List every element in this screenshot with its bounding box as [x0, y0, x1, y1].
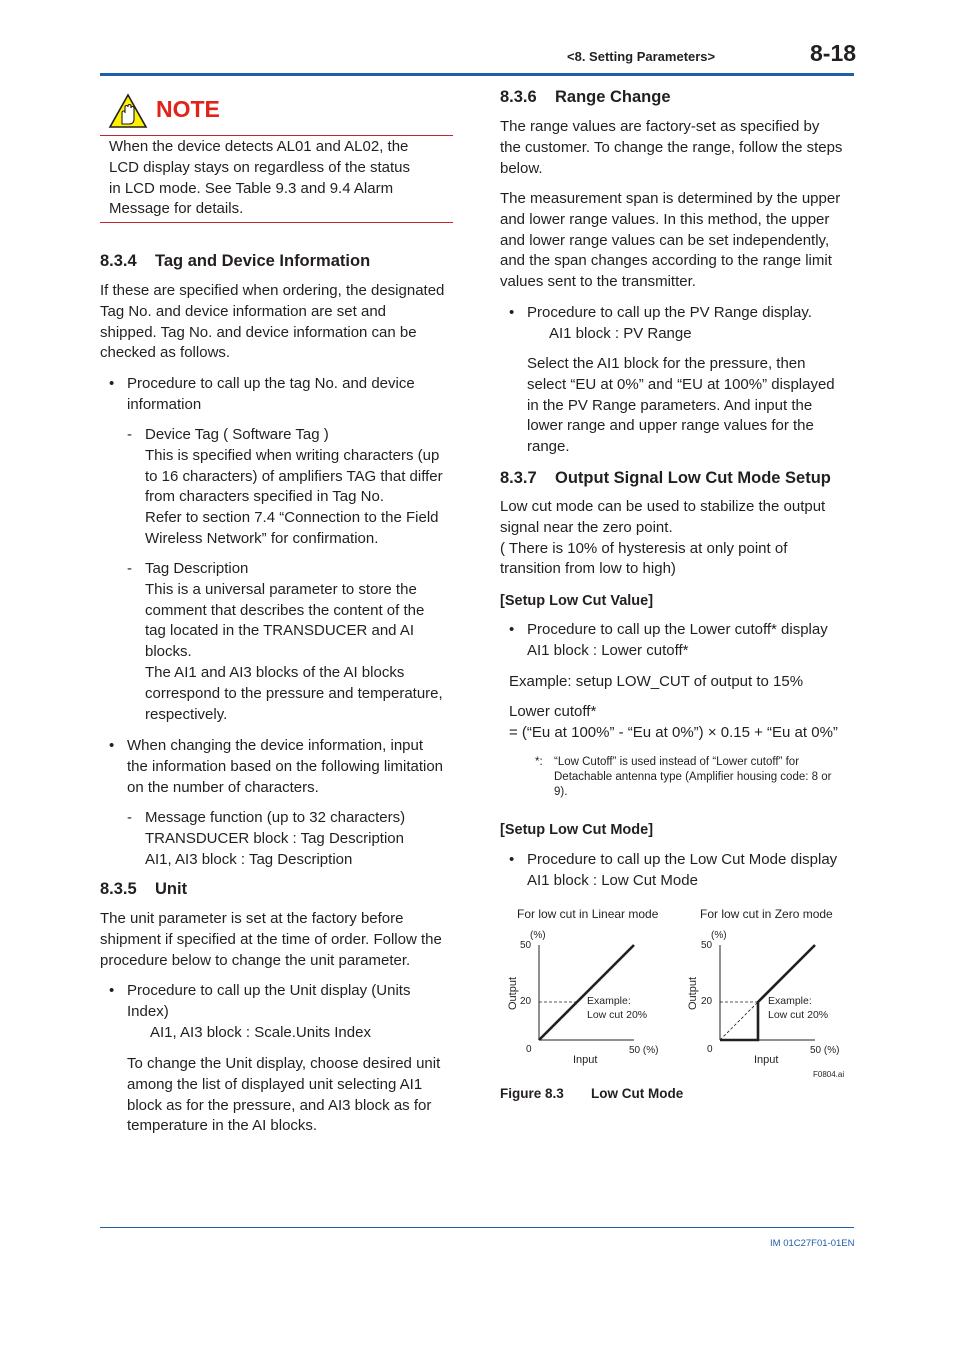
heading-8-3-7: 8.3.7 Output Signal Low Cut Mode Setup [500, 469, 831, 487]
note-text: When the device detects AL01 and AL02, the LCD display stays on regardless of the status in LCD mode. See Table 9.3 and 9.4 Alarm Message for details. [109, 138, 410, 218]
s837-sub-low-cut-value: [Setup Low Cut Value] [500, 593, 654, 609]
fig-right-y50: 50 [701, 940, 713, 951]
s836-p1: The range values are factory-set as specified by the customer. To change the range, follow the steps below. [500, 118, 843, 177]
fig-left-x50: 50 (%) [629, 1045, 659, 1056]
caution-hand-icon [108, 93, 148, 129]
fig-right-lowcut: Low cut 20% [768, 1009, 829, 1021]
s834-dash-device-tag: - Device Tag ( Software Tag ) This is specified when writing characters (up to 16 characters) of amplifiers TAG that differ from characters specified in Tag No. Refer to section 7.4 “Connection to the Field Wireless Network” for confirmation. [127, 426, 443, 547]
header-section: <8. Setting Parameters> [567, 49, 716, 64]
s837-footnote: “Low Cutoff” is used instead of “Lower cutoff” for Detachable antenna type (Amplifier housing code: 8 or 9). [554, 756, 832, 798]
s834-bullet-2: • When changing the device information, input the information based on the following limitation on the number of characters. [109, 737, 444, 796]
s834-dash-tag-description: - Tag Description This is a universal parameter to store the comment that describes the content of the tag located in the TRANSDUCER and AI blocks. The AI1 and AI3 blocks of the AI blocks correspond to the pressure and temperature, respectively. [127, 560, 443, 723]
low-cut-mode-figure [500, 900, 854, 1085]
heading-8-3-4: 8.3.4 Tag and Device Information [100, 252, 371, 270]
fig-left-xlabel: Input [573, 1054, 598, 1066]
s837-bullet-2: • Procedure to call up the Low Cut Mode display AI1 block : Low Cut Mode [509, 851, 838, 889]
s837-p1: Low cut mode can be used to stabilize the output signal near the zero point. ( There is 10% of hysteresis at only point of transition from low to high) [500, 498, 826, 578]
fig-right-title: For low cut in Zero mode [700, 907, 833, 921]
s834-intro: If these are specified when ordering, the designated Tag No. and device information are set and shipped. Tag No. and device information can be checked as follows. [100, 282, 445, 362]
fig-right-example: Example: [768, 995, 812, 1007]
s837-example: Example: setup LOW_CUT of output to 15% [509, 673, 804, 690]
s835-intro: The unit parameter is set at the factory before shipment if specified at the time of order. Follow the procedure below to change the unit parameter. [100, 910, 442, 969]
s836-text: Select the AI1 block for the pressure, then select “EU at 0%” and “EU at 100%” displayed in the PV Range parameters. And input the lower range and upper range values for the range. [527, 355, 835, 456]
s837-sub-low-cut-mode: [Setup Low Cut Mode] [500, 822, 654, 838]
fig-left-x0: 0 [526, 1044, 532, 1055]
fig-left-y20: 20 [520, 996, 532, 1007]
s835-text: To change the Unit display, choose desired unit among the list of displayed unit selecting AI1 block as for the pressure, and AI3 block as for temperature in the AI blocks. [127, 1055, 441, 1135]
fig-right-x50: 50 (%) [810, 1045, 840, 1056]
s837-bullet-1: • Procedure to call up the Lower cutoff* display AI1 block : Lower cutoff* [509, 621, 828, 659]
footer-doc-id: IM 01C27F01-01EN [770, 1238, 855, 1249]
fig-right-xlabel: Input [754, 1054, 779, 1066]
s834-bullet-1: • Procedure to call up the tag No. and device information [109, 375, 415, 413]
fig-left-unit: (%) [530, 930, 546, 941]
fig-right-unit: (%) [711, 930, 727, 941]
fig-left-title: For low cut in Linear mode [517, 907, 659, 921]
fig-left-ylabel: Output [507, 976, 519, 1010]
fig-left-linear-curve [539, 945, 634, 1040]
s836-p2: The measurement span is determined by the upper and lower range values. In this method, the upper and lower range values can be set independently, and the span changes according to the range limit values sent to the transmitter. [500, 190, 841, 291]
s836-bullet-1: • Procedure to call up the PV Range display. AI1 block : PV Range [509, 304, 812, 342]
fig-right-ylabel: Output [687, 976, 699, 1010]
figure-caption-title: Low Cut Mode [591, 1086, 684, 1101]
s835-bullet-1: • Procedure to call up the Unit display (Units Index) AI1, AI3 block : Scale.Units Index [109, 982, 411, 1041]
fig-left-y50: 50 [520, 940, 532, 951]
note-bottom-rule [100, 222, 453, 223]
fig-right-linear-ref [720, 1002, 758, 1040]
footer-rule [100, 1227, 854, 1228]
heading-8-3-5: 8.3.5 Unit [100, 880, 188, 898]
figure-caption-number: Figure 8.3 [500, 1086, 564, 1101]
heading-8-3-6: 8.3.6 Range Change [500, 88, 671, 106]
s837-formula: Lower cutoff* = (“Eu at 100%” - “Eu at 0%”) × 0.15 + “Eu at 0%” [509, 703, 838, 741]
fig-file-id: F0804.ai [813, 1070, 845, 1079]
fig-left-example: Example: [587, 995, 631, 1007]
fig-left-lowcut: Low cut 20% [587, 1009, 648, 1021]
s834-dash-message: - Message function (up to 32 characters) TRANSDUCER block : Tag Description AI1, AI3 block : Tag Description [127, 809, 406, 868]
note-title: NOTE [156, 96, 220, 122]
s837-footnote-mark: *: [535, 756, 543, 768]
fig-right-x0: 0 [707, 1044, 713, 1055]
fig-right-y20: 20 [701, 996, 713, 1007]
header-rule [100, 73, 854, 76]
page-number: 8-18 [810, 40, 857, 66]
note-top-rule [100, 135, 453, 136]
